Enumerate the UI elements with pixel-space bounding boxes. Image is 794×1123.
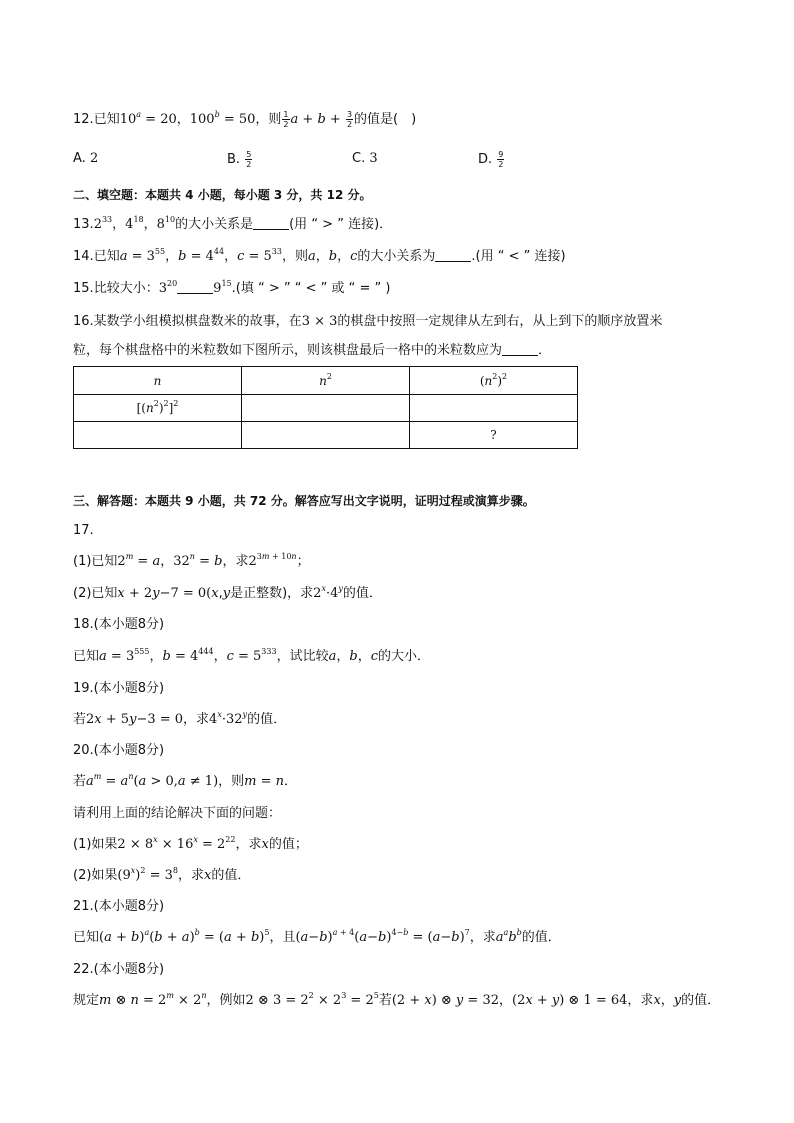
fraction: $\frac{3}{2}$ (346, 110, 353, 129)
question-17-number: 17. (73, 523, 94, 538)
grid-cell: n (74, 367, 242, 395)
grid-cell: $[(n^2)^2]^2$ (74, 395, 242, 422)
choice-d: D. $\frac{9}{2}$ (478, 150, 504, 169)
question-12: 12.已知$10^a = 20$，$100^b = 50$，则 $\frac{1}{2}$ a + b + $\frac{3}{2}$ 的值是( ) (73, 110, 417, 129)
question-20-part-2: (2)如果$(9^x)^2 = 3^8$，求x的值． (73, 866, 251, 883)
question-20-number: 20.(本小题8分) (73, 743, 165, 758)
math-expression: $10^a = 20$ (119, 110, 177, 127)
question-14: 14.已知$a = 3^{55}$，$b = 4^{44}$，$c = 5^{33}$，则a，b，c的大小关系为 .(用 “ < ” 连接) (73, 247, 566, 264)
answer-blank (253, 217, 289, 230)
question-20-premise: 若$a^m = a^n(a > 0,a \ne 1)$，则m = n． (73, 772, 298, 789)
question-16-line-1: 16.某数学小组模拟棋盘数米的故事，在3 × 3的棋盘中按照一定规律从左到右，从上到下的顺序放置米 (73, 314, 663, 329)
question-22: 规定m ⊗ $n = 2^m \times 2^n$，例如2 ⊗ $3 = 2^2 \times 2^3 = 2^5$若(2 + x) ⊗ y = 32，(2x + y) ⊗ 1 = 64，求x，y的值． (73, 991, 721, 1008)
question-20-lead: 请利用上面的结论解决下面的问题： (73, 806, 282, 821)
math-expression: a (290, 112, 299, 127)
question-21: 已知$(a + b)^a(b + a)^b = (a + b)^5$，且$(a-b)^{a + 4}(a-b)^{4-b} = (a-b)^7$，求$a^ab^b$的值． (73, 928, 561, 945)
question-19: 若2x + 5y−3 = 0，求$4^x\cdot 32^y$的值． (73, 710, 287, 727)
question-17-part-1: (1)已知$2^m = a$，$32^n = b$，求$2^{3m + 10n}$； (73, 552, 310, 569)
grid-cell (242, 422, 410, 449)
grid-cell (410, 395, 578, 422)
question-17-part-2: (2)已知x + 2y−7 = 0(x,y是正整数)，求$2^x\cdot 4^y$的值． (73, 584, 382, 601)
question-22-number: 22.(本小题8分) (73, 962, 165, 977)
section-heading-fill-in: 二、填空题：本题共 4 小题，每小题 3 分，共 12 分。 (73, 188, 372, 202)
math-expression: $100^b = 50$ (189, 110, 256, 127)
question-18: 已知$a = 3^{555}$，$b = 4^{444}$，$c = 5^{333}$，试比较a，b，c的大小． (73, 647, 431, 664)
answer-blank (502, 343, 538, 356)
answer-blank (435, 249, 471, 262)
rice-grid-table (73, 366, 578, 449)
question-18-number: 18.(本小题8分) (73, 617, 165, 632)
answer-blank (177, 281, 213, 294)
choice-b: B. $\frac{5}{2}$ (227, 150, 252, 169)
question-20-part-1: (1)如果$2 \times 8^x \times 16^x = 2^{22}$，求x的值； (73, 835, 308, 852)
choice-c: C. 3 (352, 151, 378, 166)
question-21-number: 21.(本小题8分) (73, 899, 165, 914)
choice-a: A. 2 (73, 151, 99, 166)
grid-cell-question: ? (410, 422, 578, 449)
grid-cell (242, 395, 410, 422)
question-19-number: 19.(本小题8分) (73, 681, 165, 696)
grid-cell: $n^2$ (242, 367, 410, 395)
fraction: $\frac{1}{2}$ (283, 110, 289, 129)
grid-cell: $(n^2)^2$ (410, 367, 578, 395)
section-heading-solutions: 三、解答题：本题共 9 小题，共 72 分。解答应写出文字说明，证明过程或演算步骤。 (73, 494, 535, 508)
question-13: 13.2$^{33}$，$4^{18}$，$8^{10}$的大小关系是 (用 “ > ” 连接)． (73, 215, 393, 232)
grid-cell (74, 422, 242, 449)
question-number: 12. (73, 112, 94, 127)
question-16-line-2: 粒，每个棋盘格中的米粒数如下图所示，则该棋盘最后一格中的米粒数应为 ． (73, 343, 552, 358)
question-15: 15.比较大小：$3^{20}$ $9^{15}$.(填 “ > ” “ < ” 或 “ = ” ) (73, 279, 391, 296)
